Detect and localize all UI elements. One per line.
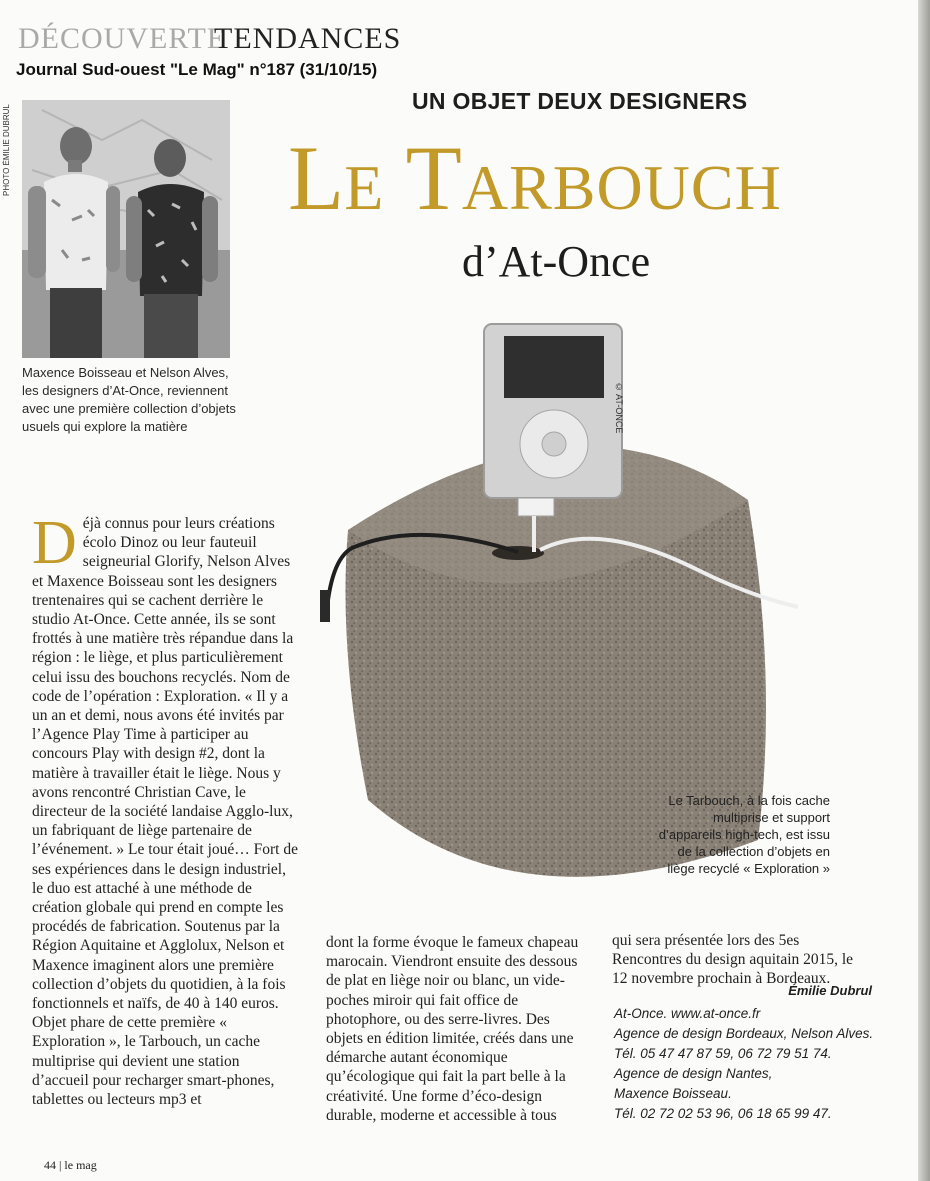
title-letter-e: E	[344, 152, 385, 223]
article-column-2: dont la forme évoque le fameux chapeau marocain. Viendront ensuite des dessous de plat en liège noir ou blanc, un vide-poches miroir qui fait office de photophore, ou des serre-livres. Des objets en édition limitée, créés dans une démarche autant économique qu’écologique qui fait la part belle à la créativité. Une forme d’éco-design durable, moderne et accessible à tous	[326, 934, 579, 1124]
photo-caption: Maxence Boisseau et Nelson Alves, les designers d’At-Once, reviennent avec une première collection d’objets usuels qui explore la matière	[22, 365, 236, 434]
column-1-text: éjà connus pour leurs créations écolo Dinoz ou leur fauteuil seigneurial Glorify, Nelson Alves et Maxence Boisseau sont les designers trentenaires qui se cachent derrière le studio At-Once. Cette année, ils se sont frottés à une matière très répandue dans la région : le liège, et plus particulièrement celui issu des bouchons recyclés. Nom de code de l’opération : Exploration. « Il y a un an et demi, nous avons été invités par l’Agence Play Time à participer au concours Play with design #2, dont la matière à travailler était le liège. Nous y avons rencontré Christian Cave, le directeur de la société landaise Agglo-lux, un fabriquant de liège partenaire de l’événement. » Le tour était joué… Fort de ses expériences dans le design industriel, le duo est attaché à une méthode de création globale qui prend en compte les procédés de fabrication. Soutenus par la Région Aquitaine et Agglolux, Nelson et Maxence imaginent alors une première collection d’objets du quotidien, à la fois fonctionnels et naïfs, de 40 à 140 euros. Objet phare de cette première « Exploration », le Tarbouch, un cache multiprise qui devient une station d’accueil pour recharger smart-phones, tablettes ou lecteurs mp3 et	[32, 515, 298, 1109]
designers-photo	[22, 100, 230, 358]
title-letter-l: L	[288, 127, 345, 229]
article-subtitle: d’At-Once	[462, 237, 651, 286]
drop-cap: D	[32, 509, 77, 577]
article-column-1	[32, 509, 300, 1109]
photo-credit: PHOTO ÉMILIE DUBRUL	[2, 104, 11, 196]
contact-line-bordeaux-phone: Tél. 05 47 47 87 59, 06 72 79 51 74.	[614, 1046, 832, 1061]
contact-info	[614, 1004, 894, 1124]
page-folio: 44 | le mag	[44, 1158, 97, 1172]
source-reference: Journal Sud-ouest "Le Mag" n°187 (31/10/15)	[16, 60, 378, 79]
author-signature: Émilie Dubrul	[788, 983, 872, 998]
title-letter-t: T	[405, 127, 462, 229]
section-label-tendances: TENDANCES	[214, 22, 402, 55]
product-caption: Le Tarbouch, à la fois cache multiprise et support d’appareils high-tech, est issu de la collection d’objets en liège recyclé « Exploration »	[658, 793, 830, 876]
contact-line-nantes: Agence de design Nantes,	[614, 1066, 773, 1081]
section-label-decouverte: DÉCOUVERTE	[18, 22, 227, 55]
page-spine-shadow	[918, 0, 930, 1181]
contact-line-nantes-name: Maxence Boisseau.	[614, 1086, 732, 1101]
contact-line-nantes-phone: Tél. 02 72 02 53 96, 06 18 65 99 47.	[614, 1106, 832, 1121]
article-kicker: UN OBJET DEUX DESIGNERS	[412, 88, 748, 114]
designers-illustration	[22, 100, 230, 358]
contact-line-bordeaux: Agence de design Bordeaux, Nelson Alves.	[614, 1026, 874, 1041]
product-photo-credit: © AT-ONCE	[614, 382, 624, 434]
article-title	[288, 127, 782, 229]
article-column-3: qui sera présentée lors des 5es Rencontres du design aquitain 2015, le 12 novembre prochain à Bordeaux.	[612, 932, 854, 988]
contact-line-website: At-Once. www.at-once.fr	[614, 1006, 761, 1021]
title-rest: ARBOUCH	[461, 152, 782, 223]
